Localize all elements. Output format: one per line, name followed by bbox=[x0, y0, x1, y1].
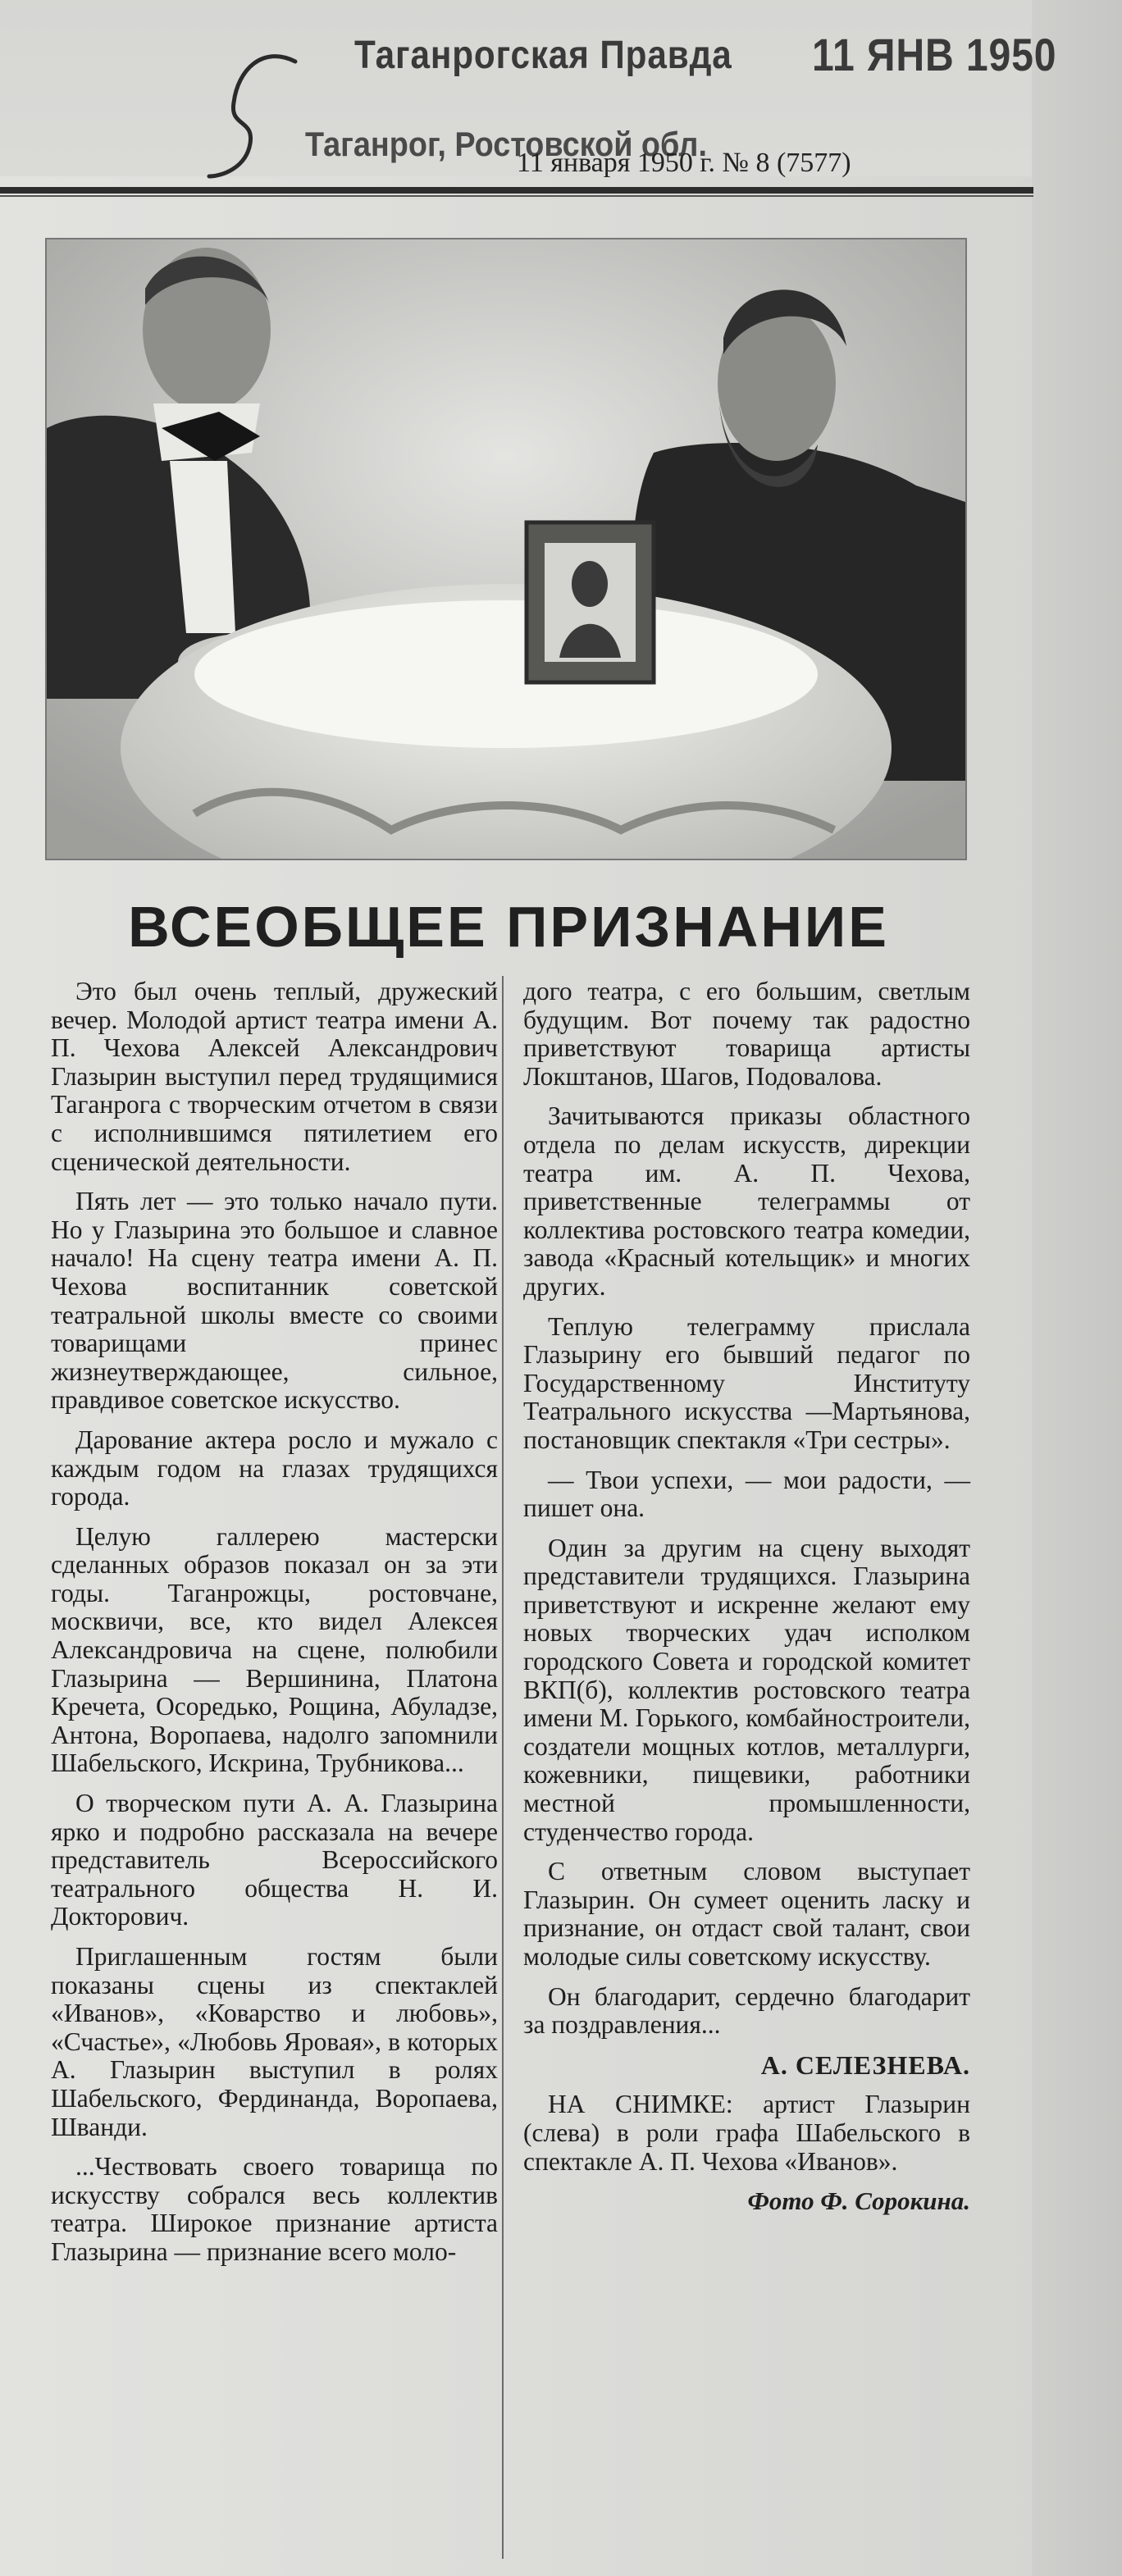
masthead-rule-thin bbox=[0, 195, 1033, 197]
paragraph: С ответным словом выступает Глазырин. Он сумеет оценить ласку и признание, он отдаст свой талант, свои молодые силы советскому искусству. bbox=[523, 1857, 970, 1971]
photo-caption: НА СНИМКЕ: артист Глазырин (слева) в роли графа Шабельского в спектакле А. П. Чехова «Иванов». bbox=[523, 2090, 970, 2176]
masthead-rule bbox=[0, 187, 1033, 194]
article-column-left bbox=[51, 978, 498, 2278]
article-headline: ВСЕОБЩЕЕ ПРИЗНАНИЕ bbox=[128, 895, 889, 959]
stamp-date: 11 ЯНВ 1950 bbox=[812, 29, 1057, 80]
framed-portrait-on-table bbox=[527, 522, 654, 682]
paragraph: Целую галлерею мастерски сделанных образов показал он за эти годы. Таганрожцы, ростовчане, москвичи, все, кто видел Алексея Александровича на сцене, полюбили Глазырина — Вершинина, Платона Кречета, Осоредько, Рощина, Абуладзе, Антона, Воропаева, надолго запомнили Шабельского, Искрина, Трубникова... bbox=[51, 1521, 498, 1778]
paragraph: дого театра, с его большим, светлым будущим. Вот почему так радостно приветствуют товарища артисты Локштанов, Шагов, Подовалова. bbox=[523, 977, 970, 1091]
paragraph: Теплую телеграмму прислала Глазырину его бывший педагог по Государственному Институту Театрального искусства —Мартьянова, постановщик спектакля «Три сестры». bbox=[523, 1311, 970, 1454]
issue-line: 11 января 1950 г. № 8 (7577) bbox=[517, 148, 851, 178]
photo-illustration bbox=[47, 239, 965, 859]
paragraph: Зачитываются приказы областного отдела по делам искусств, дирекции театра им. А. П. Чехова, приветственные телеграммы от коллектива ростовского театра комедии, завода «Красный котельщик» и многих других. bbox=[523, 1101, 970, 1301]
paragraph: Это был очень теплый, дружеский вечер. Молодой артист театра имени А. П. Чехова Алексей Александрович Глазырин выступил перед трудящимися Таганрога с творческим отчетом в связи с исполнившимся пятилетием его сценической деятельности. bbox=[51, 977, 498, 1176]
paragraph: Приглашенным гостям были показаны сцены из спектаклей «Иванов», «Коварство и любовь», «Счастье», «Любовь Яровая», в которых А. Глазырин выступил в ролях Шабельского, Фердинанда, Воропаева, Шванди. bbox=[51, 1942, 498, 2141]
paragraph: — Твои успехи, — мои радости, — пишет она. bbox=[523, 1465, 970, 1523]
paragraph: Пять лет — это только начало пути. Но у Глазырина это большое и славное начало! На сцену театра имени А. П. Чехова воспитанник советской театральной школы вместе со своими товарищами принес жизнеутверждающее, сильное, правдивое советское искусство. bbox=[51, 1187, 498, 1415]
article-photo bbox=[45, 238, 967, 860]
author-signature: А. СЕЛЕЗНЕВА. bbox=[760, 2049, 970, 2080]
paragraph: Он благодарит, сердечно благодарит за поздравления... bbox=[523, 1981, 970, 2040]
paragraph: ...Чествовать своего товарища по искусству собрался весь коллектив театра. Широкое признание артиста Глазырина — признание всего моло- bbox=[51, 2152, 498, 2266]
handwritten-pencil-mark bbox=[205, 45, 303, 185]
paragraph: Дарование актера росло и мужало с каждым годом на глазах трудящихся города. bbox=[51, 1425, 498, 1511]
stamp-city: Таганрог, Ростовской обл. bbox=[305, 125, 707, 163]
paragraph: Один за другим на сцену выходят представители трудящихся. Глазырина приветствуют и искренне желают ему новых творческих удач исполком городского Совета и городской комитет ВКП(б), коллектив ростовского театра имени М. Горького, комбайностроители, создатели мощных котлов, металлурги, кожевники, пищевики, работники местной промышленности, студенчество города. bbox=[523, 1533, 970, 1846]
photo-credit: Фото Ф. Сорокина. bbox=[747, 2186, 970, 2216]
article-column-right bbox=[523, 978, 970, 2227]
paragraph: О творческом пути А. А. Глазырина ярко и подробно рассказала на вечере представитель Всероссийского театрального общества Н. И. Докторович. bbox=[51, 1789, 498, 1931]
right-margin bbox=[1032, 0, 1122, 2576]
stamp-newspaper-name: Таганрогская Правда bbox=[354, 34, 732, 77]
column-divider bbox=[502, 976, 504, 2559]
